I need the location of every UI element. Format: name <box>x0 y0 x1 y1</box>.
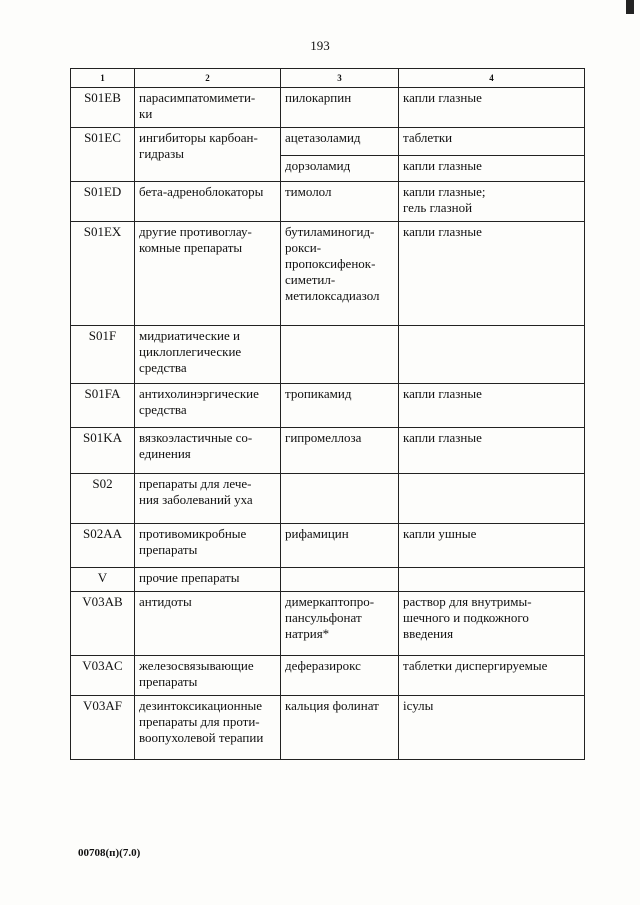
cell-drug: тимолол <box>281 182 399 222</box>
cell-drug <box>281 326 399 384</box>
cell-form <box>399 326 585 384</box>
cell-code: V03AF <box>71 696 135 760</box>
cell-form <box>399 474 585 524</box>
table-body <box>71 88 585 760</box>
cell-code: S01F <box>71 326 135 384</box>
cell-drug: рифамицин <box>281 524 399 568</box>
table-row <box>71 524 585 568</box>
table-row <box>71 326 585 384</box>
cell-group: препараты для лече- ния заболеваний уха <box>135 474 281 524</box>
cell-form: капли глазные <box>399 88 585 128</box>
cell-drug <box>281 568 399 592</box>
cell-form: таблетки диспергируемые <box>399 656 585 696</box>
cell-form: раствор для внутримы- шечного и подкожного введения <box>399 592 585 656</box>
table-row <box>71 592 585 656</box>
cell-form: капли глазные <box>399 384 585 428</box>
cell-drug: кальция фолинат <box>281 696 399 760</box>
cell-code: V03AB <box>71 592 135 656</box>
cell-code: S01EC <box>71 128 135 182</box>
header-col-4: 4 <box>399 69 585 88</box>
cell-group: прочие препараты <box>135 568 281 592</box>
cell-drug: бутиламиногид- рокси- пропоксифенок- симетил- метилоксадиазол <box>281 222 399 326</box>
cell-group: мидриатические и циклоплегические средства <box>135 326 281 384</box>
cell-code: S01FA <box>71 384 135 428</box>
table-row <box>71 384 585 428</box>
cell-code: S02AA <box>71 524 135 568</box>
cell-group: дезинтоксикационные препараты для проти- воопухолевой терапии <box>135 696 281 760</box>
cell-form: капли глазные <box>399 222 585 326</box>
cell-form <box>399 568 585 592</box>
cell-drug: гипромеллоза <box>281 428 399 474</box>
table-row <box>71 474 585 524</box>
table-header-row <box>71 69 585 88</box>
cell-form: ісулы <box>399 696 585 760</box>
table-row <box>71 128 585 156</box>
cell-drug: тропикамид <box>281 384 399 428</box>
cell-group: бета-адреноблокаторы <box>135 182 281 222</box>
cell-code: S02 <box>71 474 135 524</box>
table-row <box>71 88 585 128</box>
footer-document-code: 00708(п)(7.0) <box>78 847 141 859</box>
scan-corner-mark <box>626 0 634 14</box>
cell-group: антихолинэргические средства <box>135 384 281 428</box>
cell-group: вязкоэластичные со- единения <box>135 428 281 474</box>
cell-drug: пилокарпин <box>281 88 399 128</box>
cell-form: капли ушные <box>399 524 585 568</box>
cell-form: капли глазные <box>399 428 585 474</box>
header-col-2: 2 <box>135 69 281 88</box>
cell-form: таблетки <box>399 128 585 156</box>
cell-drug <box>281 474 399 524</box>
cell-drug: димеркаптопро- пансульфонат натрия* <box>281 592 399 656</box>
header-col-1: 1 <box>71 69 135 88</box>
cell-code: S01ED <box>71 182 135 222</box>
table-row <box>71 428 585 474</box>
cell-drug: ацетазоламид <box>281 128 399 156</box>
cell-code: V03AC <box>71 656 135 696</box>
cell-code: S01EX <box>71 222 135 326</box>
cell-group: другие противоглау- комные препараты <box>135 222 281 326</box>
cell-code: V <box>71 568 135 592</box>
cell-group: противомикробные препараты <box>135 524 281 568</box>
table-row <box>71 656 585 696</box>
cell-group: парасимпатомимети- ки <box>135 88 281 128</box>
page-number: 193 <box>310 38 330 53</box>
cell-code: S01EB <box>71 88 135 128</box>
table-row <box>71 568 585 592</box>
cell-group: антидоты <box>135 592 281 656</box>
cell-group: ингибиторы карбоан- гидразы <box>135 128 281 182</box>
cell-form: капли глазные <box>399 156 585 182</box>
header-col-3: 3 <box>281 69 399 88</box>
table-row <box>71 182 585 222</box>
drug-table <box>70 68 585 760</box>
cell-group: железосвязывающие препараты <box>135 656 281 696</box>
cell-drug: дорзоламид <box>281 156 399 182</box>
table-row <box>71 222 585 326</box>
cell-code: S01KA <box>71 428 135 474</box>
table-row <box>71 696 585 760</box>
cell-form: капли глазные; гель глазной <box>399 182 585 222</box>
cell-drug: деферазирокс <box>281 656 399 696</box>
